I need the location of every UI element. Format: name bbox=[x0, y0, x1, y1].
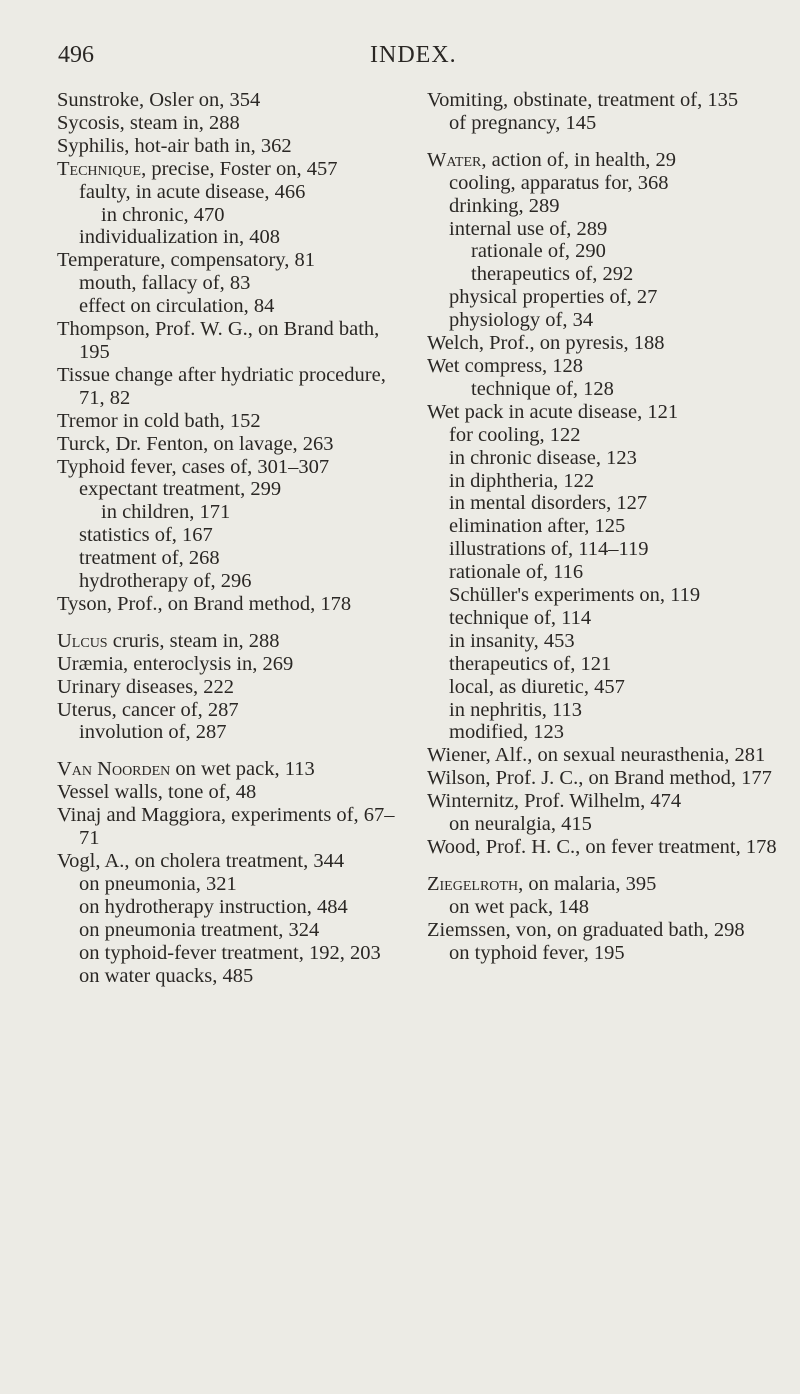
index-entry bbox=[427, 873, 787, 896]
running-title: INDEX. bbox=[370, 42, 457, 68]
index-letter-lead: Technique bbox=[57, 157, 142, 180]
index-entry: on typhoid fever, 195 bbox=[449, 941, 625, 964]
index-entry: in diphtheria, 122 bbox=[449, 469, 595, 492]
index-entry: Uterus, cancer of, 287 bbox=[57, 698, 239, 721]
index-entry: in chronic, 470 bbox=[101, 203, 225, 226]
index-entry: rationale of, 116 bbox=[449, 561, 584, 584]
index-letter-lead: Water bbox=[427, 148, 482, 171]
index-entry: technique of, 128 bbox=[471, 377, 614, 400]
index-entry: on neuralgia, 415 bbox=[449, 813, 592, 836]
index-entry: physiology of, 34 bbox=[449, 309, 594, 332]
index-entry: involution of, 287 bbox=[79, 721, 227, 744]
index-entry bbox=[427, 149, 787, 172]
index-entry: Uræmia, enteroclysis in, 269 bbox=[57, 652, 294, 675]
index-entry: Winternitz, Prof. Wilhelm, 474 bbox=[427, 790, 682, 813]
index-entry: Temperature, compensatory, 81 bbox=[57, 249, 315, 272]
index-entry: on typhoid-fever treatment, 192, 203 bbox=[79, 941, 381, 964]
index-entry-rest: on wet pack, 113 bbox=[170, 758, 315, 781]
index-entry: on wet pack, 148 bbox=[449, 895, 590, 918]
index-entry: Ziemssen, von, on graduated bath, 298 bbox=[427, 918, 745, 941]
index-entry: Wiener, Alf., on sexual neurasthenia, 281 bbox=[427, 744, 766, 767]
index-letter-lead: Ulcus bbox=[57, 629, 108, 652]
index-entry: modified, 123 bbox=[449, 721, 565, 744]
index-entry: Tremor in cold bath, 152 bbox=[57, 409, 261, 432]
index-entry: treatment of, 268 bbox=[79, 547, 220, 570]
index-entry-rest: , action of, in health, 29 bbox=[481, 148, 677, 171]
index-entry: mouth, fallacy of, 83 bbox=[79, 272, 251, 295]
index-entry: Wilson, Prof. J. C., on Brand method, 177 bbox=[427, 767, 772, 790]
index-entry: Urinary diseases, 222 bbox=[57, 675, 235, 698]
index-entry: for cooling, 122 bbox=[449, 423, 581, 446]
index-entry: hydrotherapy of, 296 bbox=[79, 570, 252, 593]
index-entry: faulty, in acute disease, 466 bbox=[79, 180, 306, 203]
index-entry: Wood, Prof. H. C., on fever treatment, 178 bbox=[427, 836, 777, 858]
index-entry: expectant treatment, 299 bbox=[79, 478, 282, 501]
index-entry-rest: , precise, Foster on, 457 bbox=[141, 157, 338, 180]
index-entry: rationale of, 290 bbox=[471, 240, 606, 263]
page-number: 496 bbox=[58, 42, 94, 68]
index-entry: Tissue change after hydriatic procedure, 71, 82 bbox=[57, 363, 386, 409]
index-entry: Sycosis, steam in, 288 bbox=[57, 111, 240, 134]
index-entry bbox=[57, 758, 409, 781]
index-column-left bbox=[57, 89, 409, 987]
index-entry bbox=[57, 158, 409, 181]
index-entry: drinking, 289 bbox=[449, 194, 560, 217]
index-entry: Tyson, Prof., on Brand method, 178 bbox=[57, 592, 352, 615]
index-entry: elimination after, 125 bbox=[449, 515, 626, 538]
index-letter-lead: Van Noorden bbox=[57, 758, 171, 781]
index-entry: Sunstroke, Osler on, 354 bbox=[57, 89, 261, 111]
index-entry: cooling, apparatus for, 368 bbox=[449, 171, 669, 194]
index-entry: in nephritis, 113 bbox=[449, 698, 583, 721]
index-entry: Vogl, A., on cholera treatment, 344 bbox=[57, 850, 345, 872]
index-entry-rest: cruris, steam in, 288 bbox=[107, 629, 280, 652]
index-entry: in mental disorders, 127 bbox=[449, 492, 648, 515]
page-header bbox=[0, 42, 800, 82]
index-entry: local, as diuretic, 457 bbox=[449, 675, 625, 698]
index-entry: in children, 171 bbox=[101, 501, 231, 524]
index-entry: Wet pack in acute disease, 121 bbox=[427, 400, 679, 423]
index-entry: therapeutics of, 121 bbox=[449, 652, 612, 675]
index-entry: individualization in, 408 bbox=[79, 226, 280, 249]
index-entry: in chronic disease, 123 bbox=[449, 446, 637, 469]
index-entry: statistics of, 167 bbox=[79, 524, 213, 547]
index-entry: on hydrotherapy instruction, 484 bbox=[79, 895, 348, 918]
index-entry: Vessel walls, tone of, 48 bbox=[57, 781, 257, 804]
index-entry: Syphilis, hot-air bath in, 362 bbox=[57, 134, 292, 157]
index-entry: Welch, Prof., on pyresis, 188 bbox=[427, 332, 665, 355]
index-column-right bbox=[427, 89, 787, 965]
index-entry: Schüller's experiments on, 119 bbox=[449, 584, 701, 607]
index-entry: Thompson, Prof. W. G., on Brand bath, 195 bbox=[57, 318, 380, 363]
index-entry: physical properties of, 27 bbox=[449, 286, 658, 309]
index-entry: illustrations of, 114–119 bbox=[449, 538, 649, 561]
index-entry: technique of, 114 bbox=[449, 606, 592, 629]
index-entry: Typhoid fever, cases of, 301–307 bbox=[57, 455, 330, 478]
index-entry: Vinaj and Maggiora, experiments of, 67–71 bbox=[57, 804, 395, 850]
index-entry: therapeutics of, 292 bbox=[471, 263, 634, 286]
index-entry: Vomiting, obstinate, treatment of, 135 bbox=[427, 89, 739, 111]
index-entry: on pneumonia treatment, 324 bbox=[79, 918, 320, 941]
index-entry: internal use of, 289 bbox=[449, 217, 608, 240]
index-entry: on water quacks, 485 bbox=[79, 964, 254, 987]
index-entry: Turck, Dr. Fenton, on lavage, 263 bbox=[57, 432, 334, 455]
index-letter-lead: Ziegelroth bbox=[427, 872, 519, 895]
index-entry bbox=[57, 630, 409, 653]
index-entry: in insanity, 453 bbox=[449, 629, 575, 652]
index-entry: on pneumonia, 321 bbox=[79, 872, 237, 895]
index-entry: of pregnancy, 145 bbox=[449, 111, 597, 134]
index-entry-rest: , on malaria, 395 bbox=[518, 872, 657, 895]
index-entry: Wet compress, 128 bbox=[427, 354, 584, 377]
index-entry: effect on circulation, 84 bbox=[79, 295, 275, 318]
